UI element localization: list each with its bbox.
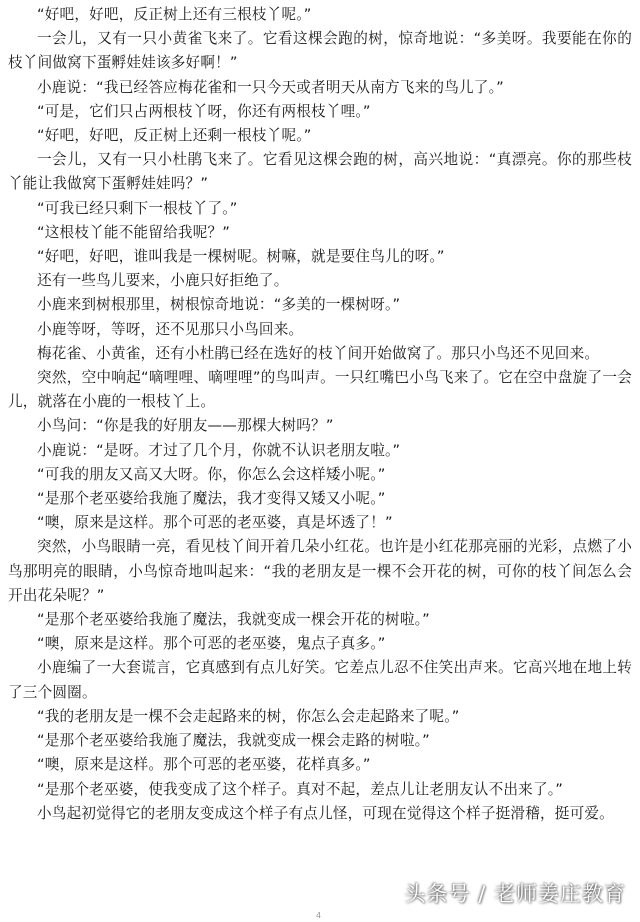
paragraph: “是那个老巫婆给我施了魔法，我才变得又矮又小呢。” xyxy=(37,490,386,508)
page-number: 4 xyxy=(316,911,322,920)
watermark: 头条号 / 老师姜庄教育 xyxy=(404,882,626,906)
paragraph: “是那个老巫婆给我施了魔法，我就变成一棵会走路的树啦。” xyxy=(37,732,430,750)
paragraph: “可我的朋友又高又大呀。你，你怎么会这样矮小呢。” xyxy=(37,465,386,483)
paragraph: “噢，原来是这样。那个可恶的老巫婆，花样真多。” xyxy=(37,756,371,774)
paragraph: “好吧，好吧，反正树上还有三根枝丫呢。” xyxy=(37,6,312,23)
paragraph: 小鹿编了一大套谎言，它真感到有点儿好笑。它差点儿忍不住笑出声来。它高兴地在地上转了三个圆圈。 xyxy=(8,659,632,701)
paragraph: “可我已经只剩下一根枝丫了。” xyxy=(37,199,238,217)
paragraph: 一会儿，又有一只小杜鹃飞来了。它看见这棵会跑的树，高兴地说：“真漂亮。你的那些枝丫能让我做窝下蛋孵娃娃吗？” xyxy=(8,151,632,193)
paragraph: 突然，小鸟眼睛一亮，看见枝丫间开着几朵小红花。也许是小红花那亮丽的光彩，点燃了小鸟那明亮的眼睛，小鸟惊奇地叫起来：“我的老朋友是一棵不会开花的树，可你的枝丫间怎么会开出花朵呢？” xyxy=(8,538,632,604)
paragraph: 小鹿说：“我已经答应梅花雀和一只今天或者明天从南方飞来的鸟儿了。” xyxy=(37,78,504,96)
paragraph: “好吧，好吧，反正树上还剩一根枝丫呢。” xyxy=(37,127,312,145)
paragraph: 还有一些鸟儿要来，小鹿只好拒绝了。 xyxy=(37,272,289,290)
story-text xyxy=(8,3,632,826)
paragraph: “噢，原来是这样。那个可恶的老巫婆，真是坏透了！” xyxy=(37,514,393,532)
paragraph: 小鹿等呀，等呀，还不见那只小鸟回来。 xyxy=(37,320,304,338)
paragraph: 梅花雀、小黄雀，还有小杜鹃已经在选好的枝丫间开始做窝了。那只小鸟还不见回来。 xyxy=(37,344,600,362)
paragraph: 小鸟起初觉得它的老朋友变成这个样子有点儿怪，可现在觉得这个样子挺滑稽，挺可爱。 xyxy=(37,804,614,822)
paragraph: “好吧，好吧，谁叫我是一棵树呢。树嘛，就是要住鸟儿的呀。” xyxy=(37,248,445,266)
paragraph: 小鸟问：“你是我的好朋友——那棵大树吗？” xyxy=(37,417,334,435)
paragraph: “我的老朋友是一棵不会走起路来的树，你怎么会走起路来了呢。” xyxy=(37,707,460,725)
paragraph: “是那个老巫婆，使我变成了这个样子。真对不起，差点儿让老朋友认不出来了。” xyxy=(37,780,564,798)
paragraph: “这根枝丫能不能留给我呢？” xyxy=(37,223,231,241)
paragraph: “可是，它们只占两根枝丫呀，你还有两根枝丫哩。” xyxy=(37,102,371,120)
paragraph: 小鹿说：“是呀。才过了几个月，你就不认识老朋友啦。” xyxy=(37,441,401,459)
paragraph: “是那个老巫婆给我施了魔法，我就变成一棵会开花的树啦。” xyxy=(37,611,430,629)
paragraph: 突然，空中响起“嘀哩哩、嘀哩哩”的鸟叫声。一只红嘴巴小鸟飞来了。它在空中盘旋了一会儿，就落在小鹿的一根枝丫上。 xyxy=(8,369,632,411)
paragraph: 一会儿，又有一只小黄雀飞来了。它看这棵会跑的树，惊奇地说：“多美呀。我要能在你的枝丫间做窝下蛋孵娃娃该多好啊！” xyxy=(8,30,632,72)
paragraph: 小鹿来到树根那里，树根惊奇地说：“多美的一棵树呀。” xyxy=(37,296,401,314)
paragraph: “噢，原来是这样。那个可恶的老巫婆，鬼点子真多。” xyxy=(37,635,386,653)
